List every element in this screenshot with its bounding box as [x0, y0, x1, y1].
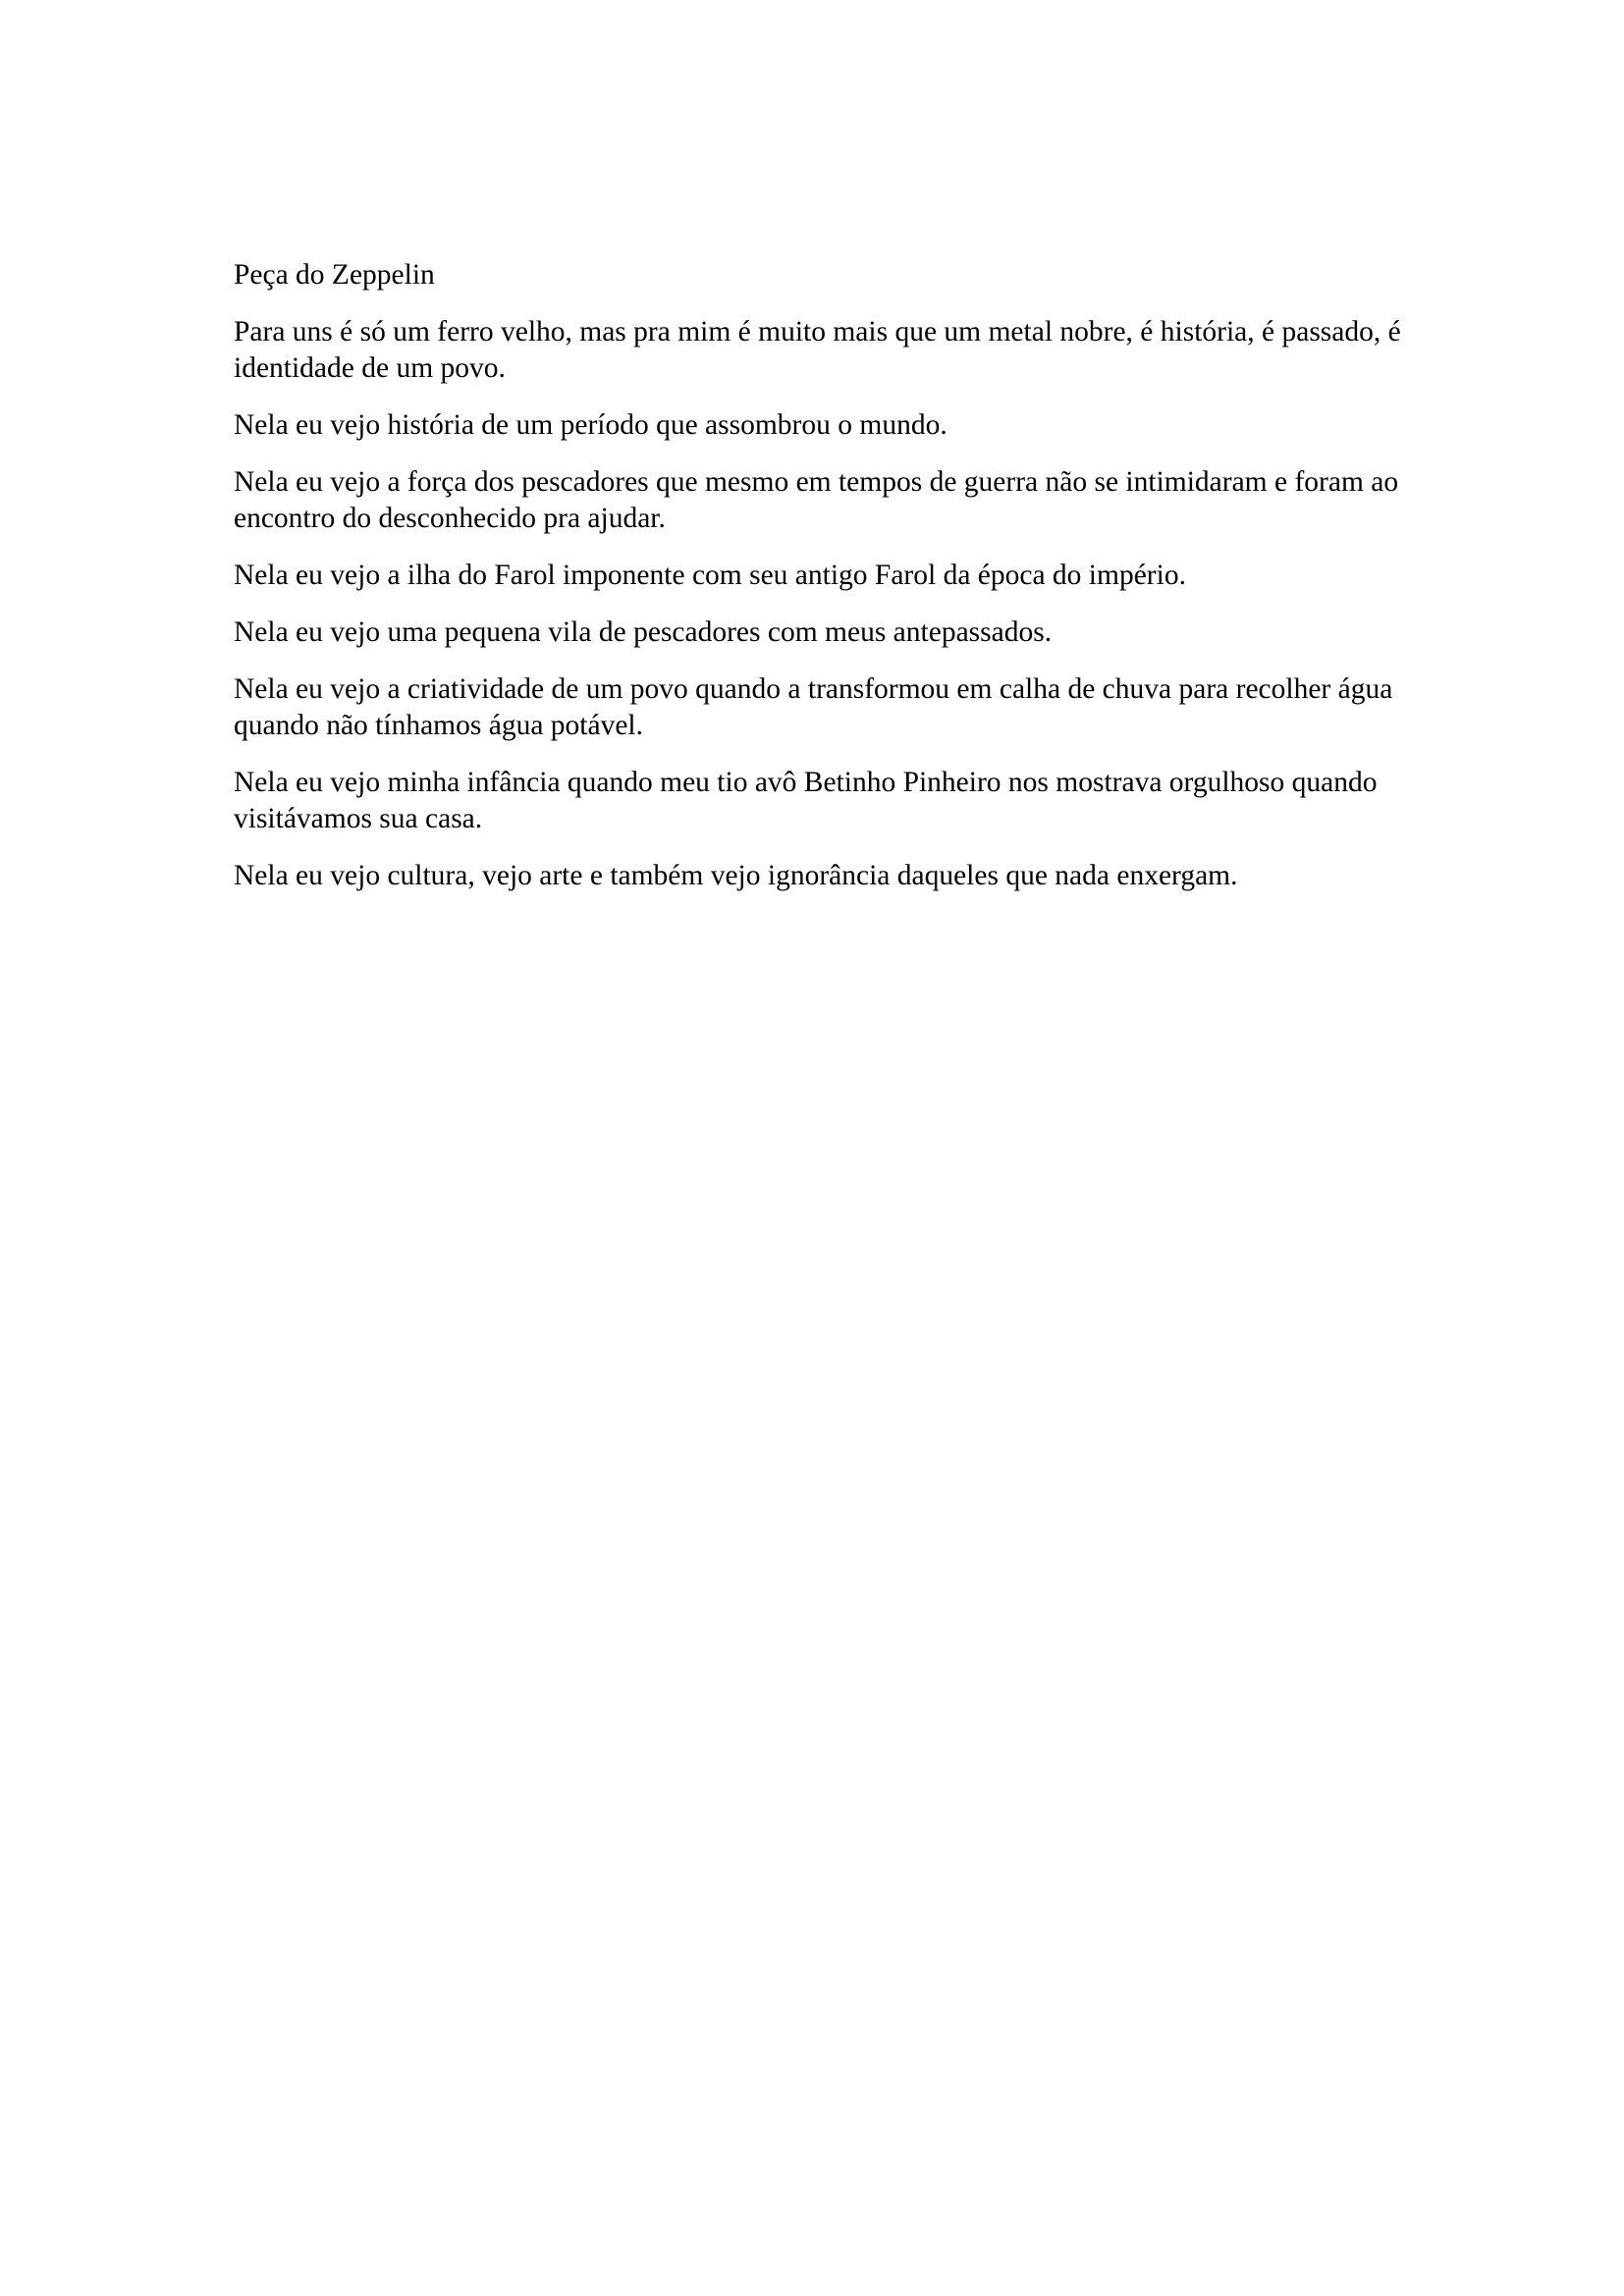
paragraph: Para uns é só um ferro velho, mas pra mim é muito mais que um metal nobre, é história, é passado, é identidade de um povo. [234, 316, 1401, 384]
paragraph: Nela eu vejo a criatividade de um povo quando a transformou em calha de chuva para recolher água quando não tínhamos água potável. [234, 673, 1393, 741]
document-title: Peça do Zeppelin [234, 259, 435, 291]
document-body [234, 257, 1412, 915]
paragraph: Nela eu vejo história de um período que assombrou o mundo. [234, 409, 947, 441]
paragraph: Nela eu vejo a força dos pescadores que mesmo em tempos de guerra não se intimidaram e foram ao encontro do desconhecido pra ajudar. [234, 466, 1399, 534]
paragraph: Nela eu vejo a ilha do Farol imponente com seu antigo Farol da época do império. [234, 560, 1186, 591]
paragraph: Nela eu vejo minha infância quando meu tio avô Betinho Pinheiro nos mostrava orgulhoso quando visitávamos sua casa. [234, 767, 1378, 834]
paragraph: Nela eu vejo uma pequena vila de pescadores com meus antepassados. [234, 616, 1053, 648]
paragraph: Nela eu vejo cultura, vejo arte e também vejo ignorância daqueles que nada enxergam. [234, 860, 1238, 891]
